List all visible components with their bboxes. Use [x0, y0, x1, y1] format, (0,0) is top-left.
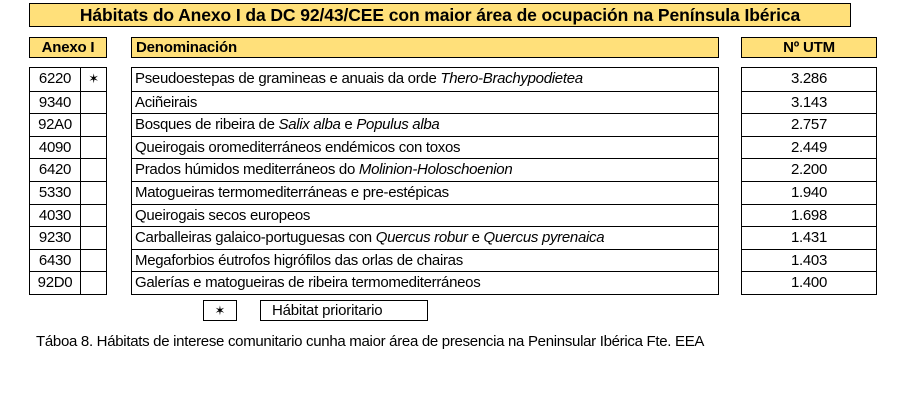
utm-count: 1.403: [742, 249, 876, 272]
utm-count: 1.431: [742, 226, 876, 249]
table-row-code: [30, 226, 106, 249]
utm-count: 1.940: [742, 181, 876, 204]
utm-count: 2.757: [742, 113, 876, 136]
table-row-code: [30, 271, 106, 294]
priority-cell: [81, 92, 106, 114]
utm-count: 2.449: [742, 136, 876, 159]
habitat-code: 5330: [30, 182, 81, 204]
utm-count: 3.286: [790, 70, 828, 87]
header-anexo: Anexo I: [29, 37, 107, 58]
priority-star-icon: ✶: [88, 71, 99, 86]
habitat-name: Matogueiras termomediterráneas e pre-estépicas: [132, 181, 718, 204]
habitat-name: Prados húmidos mediterráneos do Molinion-Holoschoenion: [132, 158, 718, 181]
habitat-name: Megaforbios éutrofos higrófilos das orlas de chairas: [132, 249, 718, 272]
codes-column: [29, 67, 107, 295]
habitat-name: Carballeiras galaico-portuguesas con Quercus robur e Quercus pyrenaica: [132, 226, 718, 249]
priority-cell: [81, 250, 106, 272]
table-caption: Táboa 8. Hábitats de interese comunitario cunha maior área de presencia na Peninsular Ibérica Fte. EEA: [36, 333, 705, 350]
utm-column: [741, 67, 877, 295]
header-denominacion: Denominación: [131, 37, 719, 58]
table-row-code: [30, 249, 106, 272]
header-utm: Nº UTM: [741, 37, 877, 58]
habitat-name: Queirogais oromediterráneos endémicos con toxos: [132, 136, 718, 159]
habitat-code: 6220: [30, 68, 81, 91]
habitat-code: 9340: [30, 92, 81, 114]
table-row-code: [30, 136, 106, 159]
priority-cell: [81, 114, 106, 136]
habitat-code: 4090: [30, 137, 81, 159]
priority-cell: [81, 227, 106, 249]
priority-star-icon: ✶: [203, 300, 237, 321]
table-row-code: [30, 158, 106, 181]
table-row-code: [30, 91, 106, 114]
habitat-name: Queirogais secos europeos: [132, 204, 718, 227]
utm-count: 1.698: [742, 204, 876, 227]
priority-cell: [81, 205, 106, 227]
habitat-name: Pseudoestepas de gramineas e anuais da orde Thero-Brachypodietea: [135, 70, 583, 87]
names-column: [131, 67, 719, 295]
priority-cell: [81, 272, 106, 294]
utm-count: 2.200: [742, 158, 876, 181]
habitat-code: 4030: [30, 205, 81, 227]
habitat-code: 9230: [30, 227, 81, 249]
priority-cell: [81, 137, 106, 159]
habitat-code: 92D0: [30, 272, 81, 294]
priority-cell: [81, 159, 106, 181]
table-row-code: [30, 181, 106, 204]
table-title: Hábitats do Anexo I da DC 92/43/CEE con maior área de ocupación na Península Ibérica: [29, 3, 851, 27]
utm-count: 3.143: [742, 91, 876, 114]
table-row-code: [30, 68, 106, 91]
habitat-code: 6430: [30, 250, 81, 272]
habitat-name: Aciñeirais: [132, 91, 718, 114]
habitat-code: 92A0: [30, 114, 81, 136]
legend-label: Hábitat prioritario: [260, 300, 428, 321]
table-row-code: [30, 113, 106, 136]
table-row-code: [30, 204, 106, 227]
utm-count: 1.400: [742, 271, 876, 294]
habitat-code: 6420: [30, 159, 81, 181]
habitat-name: Bosques de ribeira de Salix alba e Populus alba: [132, 113, 718, 136]
habitat-name: Galerías e matogueiras de ribeira termomediterráneos: [132, 271, 718, 294]
priority-cell: [81, 182, 106, 204]
